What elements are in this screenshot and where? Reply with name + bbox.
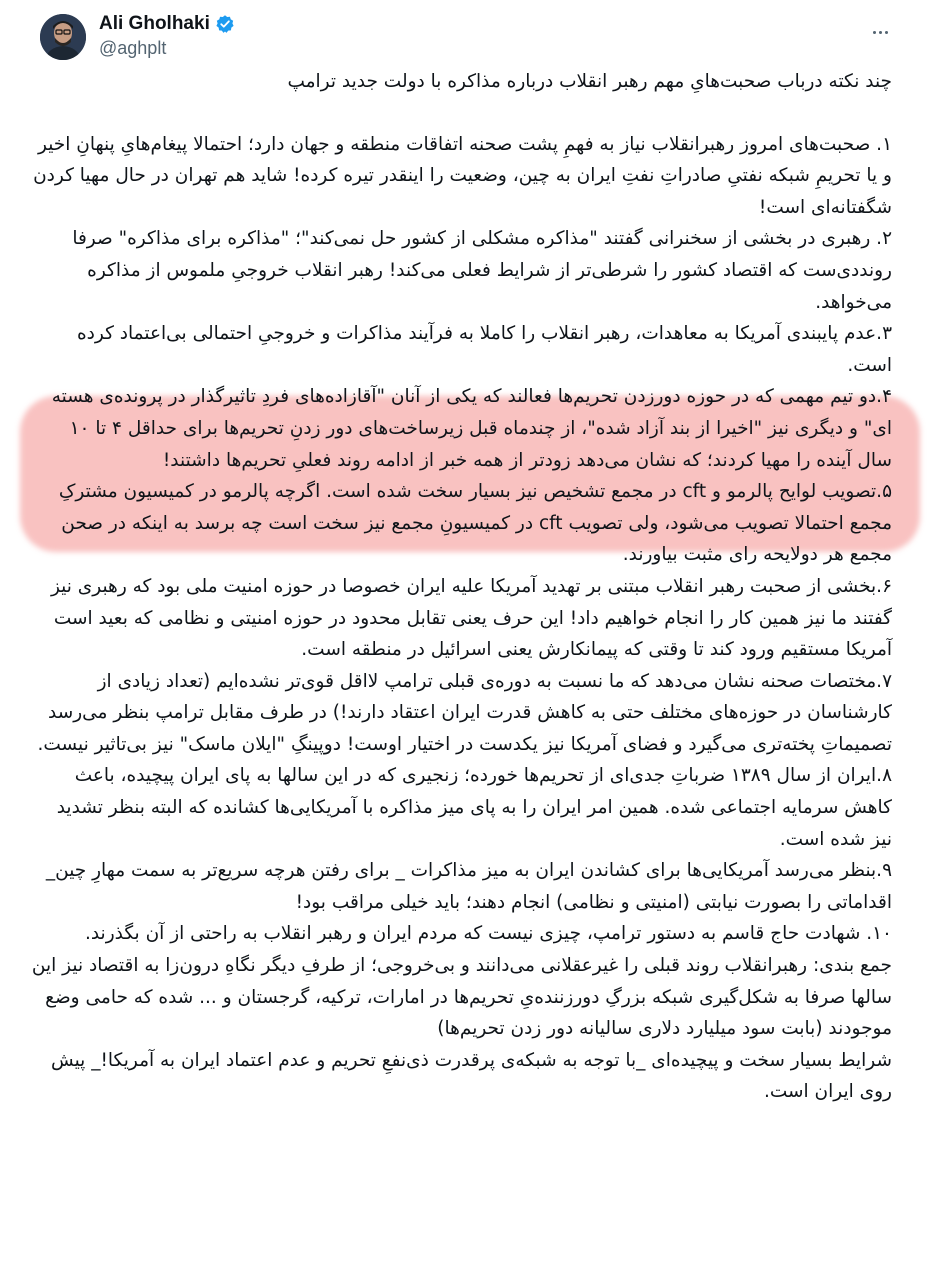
- tweet-point-8: ۸.ایران از سال ۱۳۸۹ ضرباتِ جدی‌ای از تحریم‌ها خورده؛ زنجیری که در این سالها به پای ایران پیچیده، باعث کاهش سرمایه اجتماعی شده. همین امر ایران را به پای میز مذاکره با آمریکایی‌ها کشانده که البته بنظر تشدید نیز شده است.: [56, 765, 892, 850]
- tweet-text: [30, 66, 892, 1276]
- verified-badge-icon: [215, 14, 235, 34]
- tweet-header: [0, 0, 931, 72]
- avatar[interactable]: [40, 14, 86, 60]
- tweet-conclusion: شرایط بسیار سخت و پیچیده‌ای _با توجه به شبکه‌ی پرقدرت ذی‌نفعِ تحریم و عدم اعتماد ایران به آمریکا!_ پیش روی ایران است.: [51, 1049, 892, 1103]
- tweet-point-7: ۷.مختصات صحنه نشان می‌دهد که ما نسبت به دوره‌ی قبلی ترامپ لااقل قوی‌تر نشده‌ایم (تعداد زیادی از کارشناسان در حوزه‌های مختلف حتی به کاهش قدرت ایران اعتقاد دارند!) در طرف مقابل ترامپ بنظر می‌رسد تصمیماتِ پخته‌تری می‌گیرد و فضای آمریکا نیز یکدست در اختیار اوست! دوپینگِ "ایلان ماسک" نیز بی‌تاثیر نیست.: [37, 670, 892, 755]
- author-name[interactable]: [99, 13, 235, 35]
- tweet-point-1: ۱. صحبت‌های امروز رهبرانقلاب نیاز به فهمِ پشت صحنه اتفاقات منطقه و جهان دارد؛ احتمالا پیغام‌هایِ پنهانِ اخیر و یا تحریمِ شبکه نفتیِ صادراتِ نفتِ ایران به چین، وضعیت را اینقدر تیره کرده! شاید هم تهران در حال مهیا کردن شگفتانه‌ای است!: [33, 133, 892, 218]
- more-options-button[interactable]: [867, 22, 893, 42]
- tweet-point-3: ۳.عدم پایبندی آمریکا به معاهدات، رهبر انقلاب را کاملا به فرآیند مذاکرات و خروجیِ احتمالی بی‌اعتماد کرده است.: [76, 323, 892, 376]
- author-name-text[interactable]: Ali Gholhaki: [99, 13, 210, 34]
- tweet-point-2: ۲. رهبری در بخشی از سخنرانی گفتند "مذاکره مشکلی از کشور حل نمی‌کند"؛ "مذاکره برای مذاکره" صرفا رونددی‌ست که اقتصاد کشور را شرطی‌تر از شرایط فعلی می‌کند! رهبر انقلاب خروجیِ ملموس از مذاکره می‌خواهد.: [72, 228, 892, 313]
- author-handle[interactable]: @aghplt: [99, 38, 167, 58]
- tweet-title: چند نکته درباب صحبت‌هایِ مهم رهبر انقلاب درباره مذاکره با دولت جدید ترامپ: [287, 71, 892, 92]
- more-dot: [879, 31, 882, 34]
- tweet-point-9: ۹.بنظر می‌رسد آمریکایی‌ها برای کشاندن ایران به میز مذاکرات _ برای رفتن هرچه سریع‌تر به سمت مهارِ چین_ اقداماتی را بصورت نیابتی (امنیتی و نظامی) انجام دهند؛ باید خیلی مراقب بود!: [45, 860, 892, 913]
- more-dot: [885, 31, 888, 34]
- tweet-point-6: ۶.بخشی از صحبت رهبر انقلاب مبتنی بر تهدید آمریکا علیه ایران خصوصا در حوزه امنیت ملی بود که رهبری نیز گفتند ما نیز همین کار را انجام خواهیم داد! این حرف یعنی تقابل محدود در حوزه امنیتی و نظامی که بعید است آمریکا مستقیم ورود کند تا وقتی که پیمانکارش یعنی اسرائیل در منطقه است.: [50, 575, 892, 661]
- avatar-photo-icon: [40, 14, 86, 60]
- tweet-point-10: ۱۰. شهادت حاج قاسم به دستور ترامپ، چیزی نیست که مردم ایران و رهبر انقلاب به راحتی از آن بگذرند.: [84, 923, 892, 945]
- tweet-point-5: ۵.تصویب لوایح پالرمو و cft در مجمع تشخیص نیز بسیار سخت شده است. اگرچه پالرمو در کمیسیون مشترکِ مجمع احتمالا تصویب می‌شود، ولی تصویب cft در کمیسیونِ مجمع نیز سخت است چه برسد به اینکه در صحن مجمع هر دولایحه رای مثبت بیاورند.: [58, 481, 892, 566]
- more-dots-icon: [873, 31, 876, 34]
- tweet-summary: جمع بندی: رهبرانقلاب روند قبلی را غیرعقلانی می‌دانند و بی‌خروجی؛ از طرفِ دیگر نگاهِ درون‌زا به اقتصاد نیز این سالها صرفا به شکل‌گیری شبکه بزرگِ دورزننده‌یِ تحریم‌ها در امارات، ترکیه، گرجستان و ... شده که حامی وضع موجودند (بابت سود میلیارد دلاری سالیانه دور زدن تحریم‌ها): [31, 955, 892, 1040]
- tweet-point-4-highlighted: ۴.دو تیم مهمی که در حوزه دورزدن تحریم‌ها فعالند که یکی از آنان "آقازاده‌های فردِ تاثیرگذار در پرونده‌ی هسته ای" و دیگری نیز "اخیرا از بند آزاد شده"، از چندماه قبل زیرساخت‌های دور زدنِ تحریم‌ها برای حداقل ۴ تا ۱۰ سال آینده را مهیا کردند؛ که نشان می‌دهد زودتر از همه خبر از ادامه روند فعلیِ تحریم‌ها داشتند!: [51, 386, 892, 471]
